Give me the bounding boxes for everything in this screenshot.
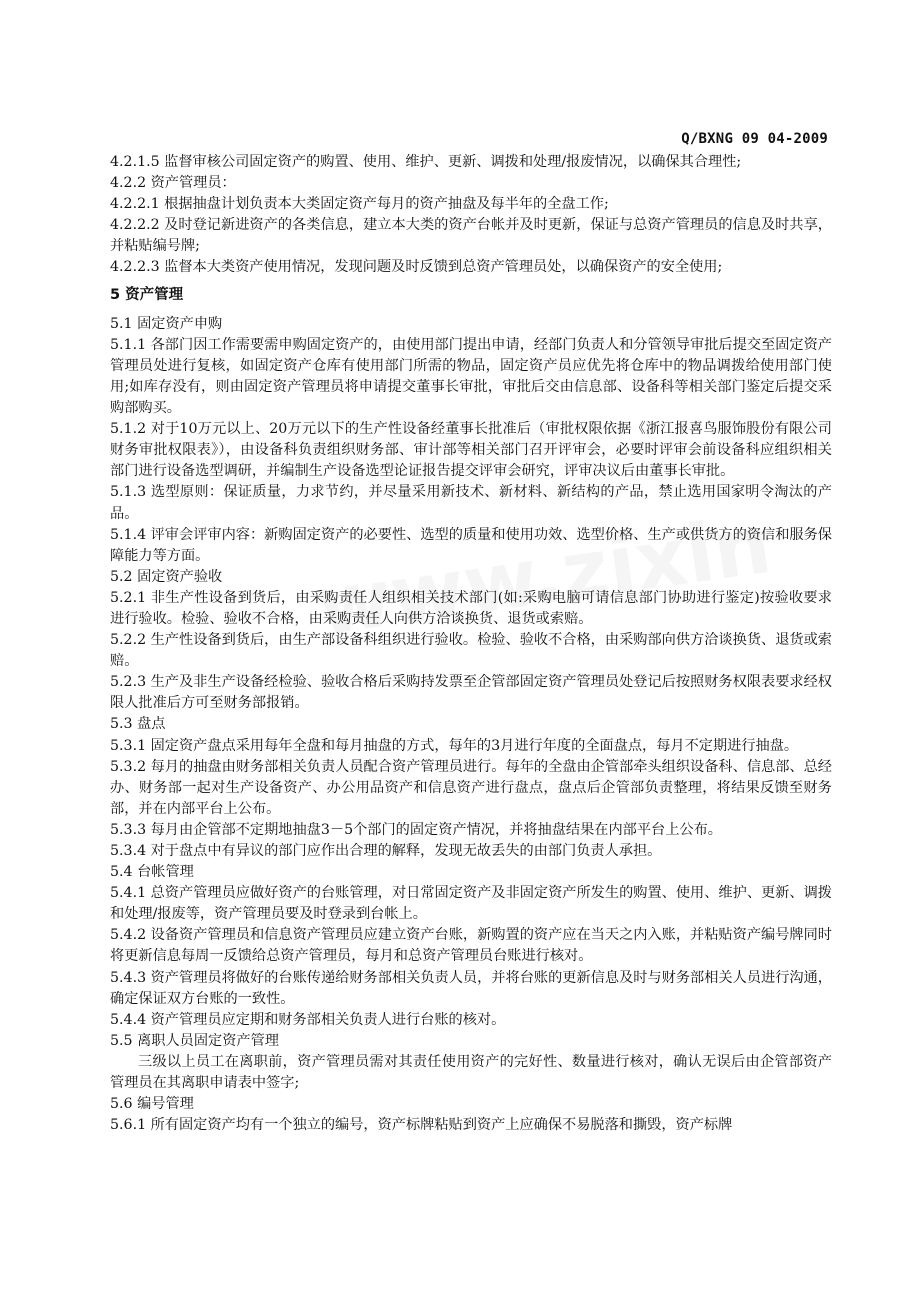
- paragraph: 5.2.2 生产性设备到货后，由生产部设备科组织进行验收。检验、验收不合格，由采购部向供方洽谈换货、退货或索赔。: [110, 632, 832, 670]
- section-heading: 5 资产管理: [110, 286, 184, 303]
- paragraph: 4.2.2.3 监督本大类资产使用情况，发现问题及时反馈到总资产管理员处，以确保资产的安全使用;: [110, 259, 723, 276]
- paragraph: 5.3.3 每月由企管部不定期地抽盘3－5个部门的固定资产情况，并将抽盘结果在内部平台上公布。: [110, 821, 722, 838]
- paragraph: 5.2.1 非生产性设备到货后，由采购责任人组织相关技术部门(如:采购电脑可请信息部门协助进行鉴定)按验收要求进行验收。检验、验收不合格，由采购责任人向供方洽谈换货、退货或索赔。: [110, 589, 832, 627]
- paragraph: 5.4.1 总资产管理员应做好资产的台账管理，对日常固定资产及非固定资产所发生的购置、使用、维护、更新、调拨和处理/报废等，资产管理员要及时登录到台帐上。: [110, 885, 832, 923]
- paragraph: 5.1.4 评审会评审内容：新购固定资产的必要性、选型的质量和使用功效、选型价格、生产或供货方的资信和服务保障能力等方面。: [110, 526, 832, 564]
- paragraph: 4.2.2.2 及时登记新进资产的各类信息，建立本大类的资产台帐并及时更新，保证与总资产管理员的信息及时共享，并粘贴编号牌;: [110, 217, 832, 255]
- paragraph: 5.1.3 选型原则：保证质量，力求节约，并尽量采用新技术、新材料、新结构的产品，禁止选用国家明令淘汰的产品。: [110, 484, 832, 522]
- paragraph: 5.4.3 资产管理员将做好的台账传递给财务部相关负责人员，并将台账的更新信息及时与财务部相关人员进行沟通，确定保证双方台账的一致性。: [110, 969, 832, 1007]
- paragraph: 5.3.2 每月的抽盘由财务部相关负责人员配合资产管理员进行。每年的全盘由企管部牵头组织设备科、信息部、总经办、财务部一起对生产设备资产、办公用品资产和信息资产进行盘点，盘点后企管部负责整理，将结果反馈至财务部，并在内部平台上公布。: [110, 758, 832, 817]
- paragraph: 5.3 盘点: [110, 716, 166, 733]
- paragraph: 5.6 编号管理: [110, 1096, 194, 1113]
- paragraph: 5.2 固定资产验收: [110, 568, 223, 585]
- document-body: [110, 152, 832, 1136]
- paragraph: 5.3.4 对于盘点中有异议的部门应作出合理的解释，发现无故丢失的由部门负责人承担。: [110, 843, 662, 859]
- paragraph: 5.2.3 生产及非生产设备经检验、验收合格后采购持发票至企管部固定资产管理员处登记后按照财务权限表要求经权限人批准后方可至财务部报销。: [110, 674, 832, 712]
- paragraph: 三级以上员工在离职前，资产管理员需对其责任使用资产的完好性、数量进行核对，确认无误后由企管部资产管理员在其离职申请表中签字;: [110, 1053, 832, 1092]
- paragraph: 4.2.1.5 监督审核公司固定资产的购置、使用、维护、更新、调拨和处理/报废情况，以确保其合理性;: [110, 154, 742, 170]
- paragraph: 4.2.2 资产管理员：: [110, 175, 236, 192]
- paragraph: 5.4 台帐管理: [110, 864, 194, 881]
- paragraph: 5.5 离职人员固定资产管理: [110, 1032, 279, 1049]
- paragraph: 5.3.1 固定资产盘点采用每年全盘和每月抽盘的方式，每年的3月进行年度的全面盘点，每月不定期进行抽盘。: [110, 737, 799, 754]
- paragraph: 5.6.1 所有固定资产均有一个独立的编号，资产标牌粘贴到资产上应确保不易脱落和撕毁，资产标牌: [110, 1117, 733, 1134]
- paragraph: 5.1.1 各部门因工作需要需申购固定资产的，由使用部门提出申请，经部门负责人和分管领导审批后提交至固定资产管理员处进行复核，如固定资产仓库有使用部门所需的物品，固定资产员应优先将仓库中的物品调拨给使用部门使用;如库存没有，则由固定资产管理员将申请提交董事长审批，审批后交由信息部、设备科等相关部门鉴定后提交采购部购买。: [110, 336, 832, 417]
- paragraph: 4.2.2.1 根据抽盘计划负责本大类固定资产每月的资产抽盘及每半年的全盘工作;: [110, 196, 609, 213]
- paragraph: 5.1 固定资产申购: [110, 315, 223, 332]
- document-code: Q/BXNG 09 04-2009: [681, 131, 828, 147]
- paragraph: 5.1.2 对于10万元以上、20万元以下的生产性设备经董事长批准后（审批权限依据《浙江报喜鸟服饰股份有限公司财务审批权限表》），由设备科负责组织财务部、审计部等相关部门召开评审会，必要时评审会前设备科应组织相关部门进行设备选型调研，并编制生产设备选型论证报告提交评审会研究，评审决议后由董事长审批。: [110, 421, 832, 480]
- paragraph: 5.4.4 资产管理员应定期和财务部相关负责人进行台账的核对。: [110, 1011, 506, 1028]
- paragraph: 5.4.2 设备资产管理员和信息资产管理员应建立资产台账，新购置的资产应在当天之内入账，并粘贴资产编号牌同时将更新信息每周一反馈给总资产管理员，每月和总资产管理员台账进行核对。: [110, 927, 832, 965]
